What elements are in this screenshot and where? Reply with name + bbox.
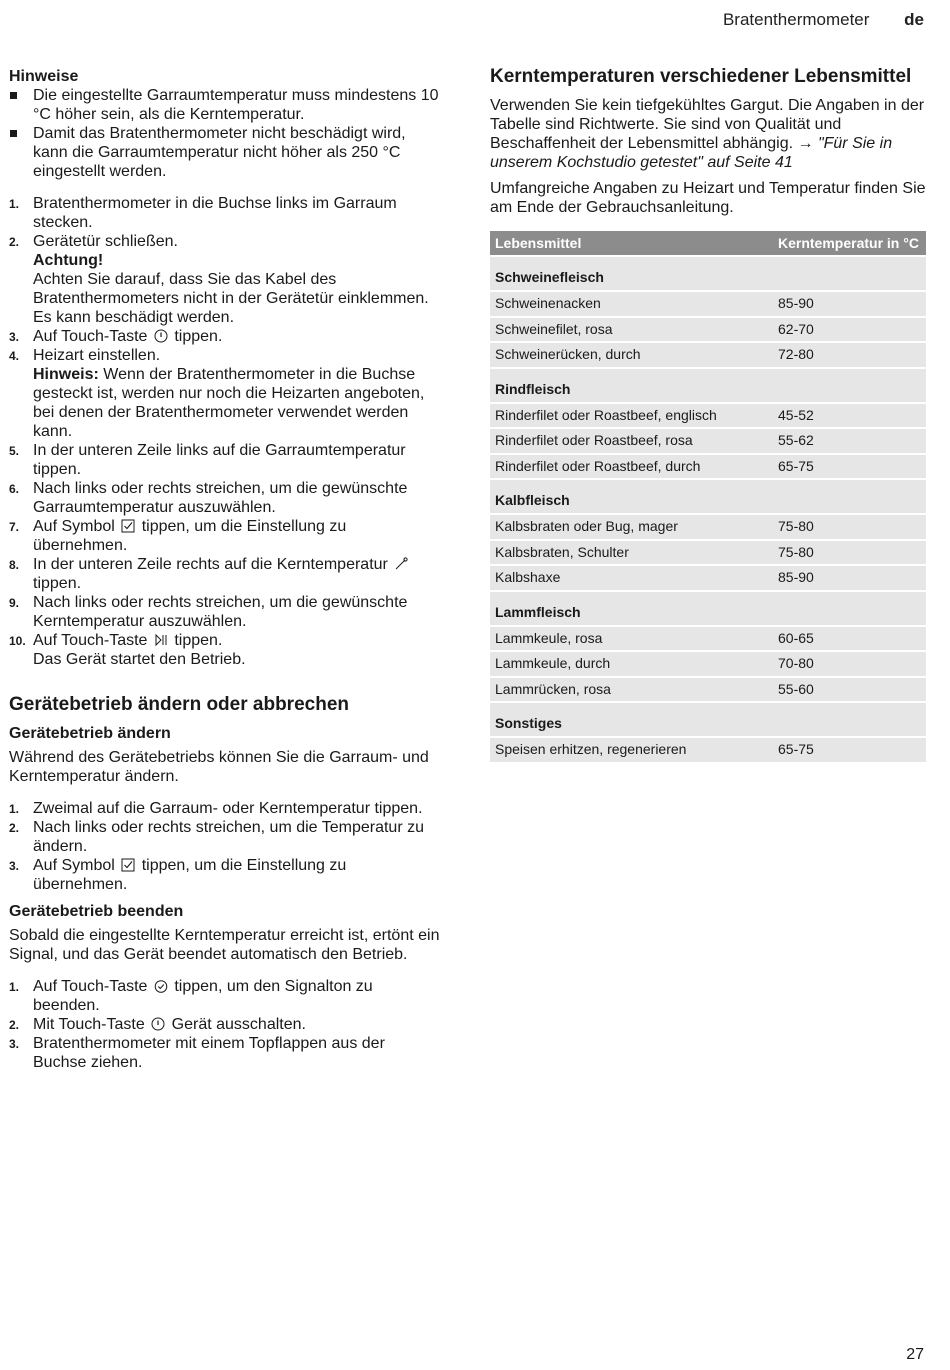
table-row	[490, 566, 926, 590]
step-text: tippen.	[174, 328, 223, 345]
temp-cell: 45-52	[773, 404, 926, 428]
step-text: tippen, um den Signalton zu beenden.	[33, 978, 373, 1014]
list-item: Die eingestellte Garraumtemperatur muss mindestens 10 °C höher sein, als die Kerntemperatur.	[9, 86, 441, 124]
change-step-2: 2. Nach links oder rechts streichen, um die Temperatur zu ändern.	[9, 819, 424, 855]
table-row	[490, 455, 926, 479]
table-row	[490, 404, 926, 428]
table-row	[490, 738, 926, 762]
food-cell: Kalbsbraten oder Bug, mager	[490, 515, 773, 539]
list-item: Damit das Bratenthermometer nicht beschädigt wird, kann die Garraumtemperatur nicht höher als 250 °C eingestellt werden.	[9, 124, 441, 181]
step-text: Gerät ausschalten.	[171, 1016, 306, 1033]
food-cell: Schweinefilet, rosa	[490, 318, 773, 342]
step-text: Auf Symbol	[33, 518, 115, 535]
temp-cell: 72-80	[773, 343, 926, 367]
step-text: Mit Touch-Taste	[33, 1016, 145, 1033]
step-text: Nach links oder rechts streichen, um die gewünschte Garraumtemperatur auszuwählen.	[33, 480, 408, 516]
temp-cell: 65-75	[773, 455, 926, 479]
temp-cell: 62-70	[773, 318, 926, 342]
column-header-core-temp: Kerntemperatur in °C	[773, 231, 926, 255]
temp-cell: 75-80	[773, 541, 926, 565]
change-steps-list	[9, 799, 441, 894]
change-text: Während des Gerätebetriebs können Sie die Garraum- und Kerntemperatur ändern.	[9, 749, 429, 785]
subsection-title-end: Gerätebetrieb beenden	[9, 903, 184, 920]
food-cell: Rinderfilet oder Roastbeef, englisch	[490, 404, 773, 428]
table-header-row	[490, 231, 926, 255]
intro-paragraph	[490, 96, 926, 172]
timer-check-icon	[154, 979, 168, 993]
change-step-1: 1. Zweimal auf die Garraum- oder Kerntemperatur tippen.	[9, 800, 423, 817]
section-title-change-cancel: Gerätebetrieb ändern oder abbrechen	[9, 694, 349, 715]
group-label: Rindfleisch	[490, 369, 926, 402]
notes-list	[9, 86, 441, 181]
group-label: Kalbfleisch	[490, 480, 926, 513]
step-text: tippen.	[174, 632, 223, 649]
temp-cell: 60-65	[773, 627, 926, 651]
step-text: Bratenthermometer mit einem Topflappen aus der Buchse ziehen.	[33, 1035, 385, 1071]
thermometer-probe-icon	[394, 557, 408, 571]
more-info-paragraph: Umfangreiche Angaben zu Heizart und Temperatur finden Sie am Ende der Gebrauchsanleitung.	[490, 180, 926, 216]
checkbox-check-icon	[121, 519, 135, 533]
end-text: Sobald die eingestellte Kerntemperatur erreicht ist, ertönt ein Signal, und das Gerät beendet automatisch den Betrieb.	[9, 927, 440, 963]
table-row	[490, 652, 926, 676]
page-reference: "Für Sie in unserem Kochstudio getestet" auf Seite 41	[490, 135, 893, 171]
temp-cell: 55-62	[773, 429, 926, 453]
table-group-row	[490, 369, 926, 402]
step-text: Zweimal auf die Garraum- oder Kerntemperatur tippen.	[33, 800, 423, 817]
food-cell: Schweinerücken, durch	[490, 343, 773, 367]
step-10-result: Das Gerät startet den Betrieb.	[33, 651, 246, 668]
step-3: 3. Auf Touch-Taste tippen.	[9, 328, 223, 345]
left-column	[9, 65, 441, 1072]
step-text: tippen, um die Einstellung zu übernehmen.	[33, 857, 347, 893]
step-text: Bratenthermometer in die Buchse links im Garraum stecken.	[33, 195, 397, 231]
table-row	[490, 318, 926, 342]
temp-cell: 55-60	[773, 678, 926, 702]
step-text: Auf Symbol	[33, 857, 115, 874]
subsection-title-change: Gerätebetrieb ändern	[9, 725, 171, 742]
food-cell: Lammkeule, rosa	[490, 627, 773, 651]
end-step-1: 1. Auf Touch-Taste tippen, um den Signalton zu beenden.	[9, 978, 373, 1014]
food-cell: Lammkeule, durch	[490, 652, 773, 676]
warning-title: Achtung!	[33, 252, 104, 269]
change-step-3: 3. Auf Symbol tippen, um die Einstellung zu übernehmen.	[9, 857, 347, 893]
step-4: 4. Heizart einstellen. Hinweis: Wenn der Bratenthermometer in die Buchse gesteckt ist, werden nur noch die Heizarten angeboten, bei denen der Bratenthermometer verwendet werden kann.	[9, 346, 441, 441]
food-cell: Speisen erhitzen, regenerieren	[490, 738, 773, 762]
temp-cell: 85-90	[773, 292, 926, 316]
step-text: Auf Touch-Taste	[33, 632, 148, 649]
group-label: Lammfleisch	[490, 592, 926, 625]
step-9: 9. Nach links oder rechts streichen, um die gewünschte Kerntemperatur auszuwählen.	[9, 594, 408, 630]
step-2: 2. Gerätetür schließen. Achtung! Achten Sie darauf, dass Sie das Kabel des Bratenthermometers nicht in der Gerätetür einklemmen. Es kann beschädigt werden.	[9, 232, 441, 327]
food-cell: Kalbsbraten, Schulter	[490, 541, 773, 565]
food-cell: Schweinenacken	[490, 292, 773, 316]
page-number: 27	[906, 1346, 924, 1363]
temp-cell: 70-80	[773, 652, 926, 676]
food-cell: Rinderfilet oder Roastbeef, durch	[490, 455, 773, 479]
checkbox-check-icon	[121, 858, 135, 872]
end-step-2: 2. Mit Touch-Taste Gerät ausschalten.	[9, 1016, 306, 1033]
step-5: 5. In der unteren Zeile links auf die Garraumtemperatur tippen.	[9, 442, 406, 478]
steps-list	[9, 194, 441, 669]
warning-text: Achten Sie darauf, dass Sie das Kabel des Bratenthermometers nicht in der Gerätetür einklemmen. Es kann beschädigt werden.	[33, 271, 429, 326]
group-label: Sonstiges	[490, 703, 926, 736]
group-label: Schweinefleisch	[490, 257, 926, 290]
table-group-row	[490, 703, 926, 736]
step-text: Nach links oder rechts streichen, um die Temperatur zu ändern.	[33, 819, 424, 855]
step-text: In der unteren Zeile rechts auf die Kerntemperatur	[33, 556, 388, 573]
food-cell: Lammrücken, rosa	[490, 678, 773, 702]
temp-cell: 75-80	[773, 515, 926, 539]
right-column	[490, 65, 926, 764]
step-6: 6. Nach links oder rechts streichen, um die gewünschte Garraumtemperatur auszuwählen.	[9, 480, 408, 516]
table-row	[490, 541, 926, 565]
step-text: Auf Touch-Taste	[33, 328, 148, 345]
note-label: Hinweis:	[33, 366, 99, 383]
step-text: tippen, um die Einstellung zu übernehmen.	[33, 518, 347, 554]
page-header	[723, 10, 924, 30]
step-8: 8. In der unteren Zeile rechts auf die Kerntemperatur tippen.	[9, 555, 441, 593]
intro-text: Verwenden Sie kein tiefgekühltes Gargut. Die Angaben in der Tabelle sind Richtwerte. Sie sind von Qualität und Beschaffenheit der Lebensmittel abhängig.	[490, 97, 925, 152]
table-group-row	[490, 480, 926, 513]
temp-cell: 85-90	[773, 566, 926, 590]
end-step-3: 3. Bratenthermometer mit einem Topflappen aus der Buchse ziehen.	[9, 1035, 385, 1071]
note-text: Wenn der Bratenthermometer in die Buchse gesteckt ist, werden nur noch die Heizarten angeboten, bei denen der Bratenthermometer verwendet werden kann.	[33, 366, 425, 440]
step-1: 1. Bratenthermometer in die Buchse links im Garraum stecken.	[9, 195, 397, 231]
end-steps-list	[9, 977, 441, 1072]
core-temperature-table	[490, 229, 926, 764]
step-text: Nach links oder rechts streichen, um die gewünschte Kerntemperatur auszuwählen.	[33, 594, 408, 630]
step-7: 7. Auf Symbol tippen, um die Einstellung zu übernehmen.	[9, 518, 347, 554]
table-row	[490, 429, 926, 453]
table-row	[490, 292, 926, 316]
step-text: Gerätetür schließen.	[33, 233, 178, 250]
food-cell: Kalbshaxe	[490, 566, 773, 590]
step-text: tippen.	[33, 575, 82, 592]
reference-arrow-icon: →	[797, 135, 814, 152]
notes-title: Hinweise	[9, 68, 79, 85]
table-row	[490, 343, 926, 367]
core-temperatures-title: Kerntemperaturen verschiedener Lebensmittel	[490, 66, 912, 87]
play-pause-icon	[154, 633, 168, 647]
table-row	[490, 678, 926, 702]
step-text: Heizart einstellen.	[33, 347, 161, 364]
step-text: In der unteren Zeile links auf die Garraumtemperatur tippen.	[33, 442, 406, 478]
table-group-row	[490, 257, 926, 290]
header-section-title: Bratenthermometer	[722, 10, 870, 29]
power-icon	[151, 1017, 165, 1031]
table-row	[490, 627, 926, 651]
food-cell: Rinderfilet oder Roastbeef, rosa	[490, 429, 773, 453]
table-group-row	[490, 592, 926, 625]
table-row	[490, 515, 926, 539]
header-language: de	[904, 10, 924, 29]
power-icon	[154, 329, 168, 343]
column-header-food: Lebensmittel	[490, 231, 773, 255]
step-text: Auf Touch-Taste	[33, 978, 148, 995]
temp-cell: 65-75	[773, 738, 926, 762]
step-4-note	[33, 365, 441, 441]
step-10: 10. Auf Touch-Taste tippen. Das Gerät startet den Betrieb.	[9, 631, 441, 669]
